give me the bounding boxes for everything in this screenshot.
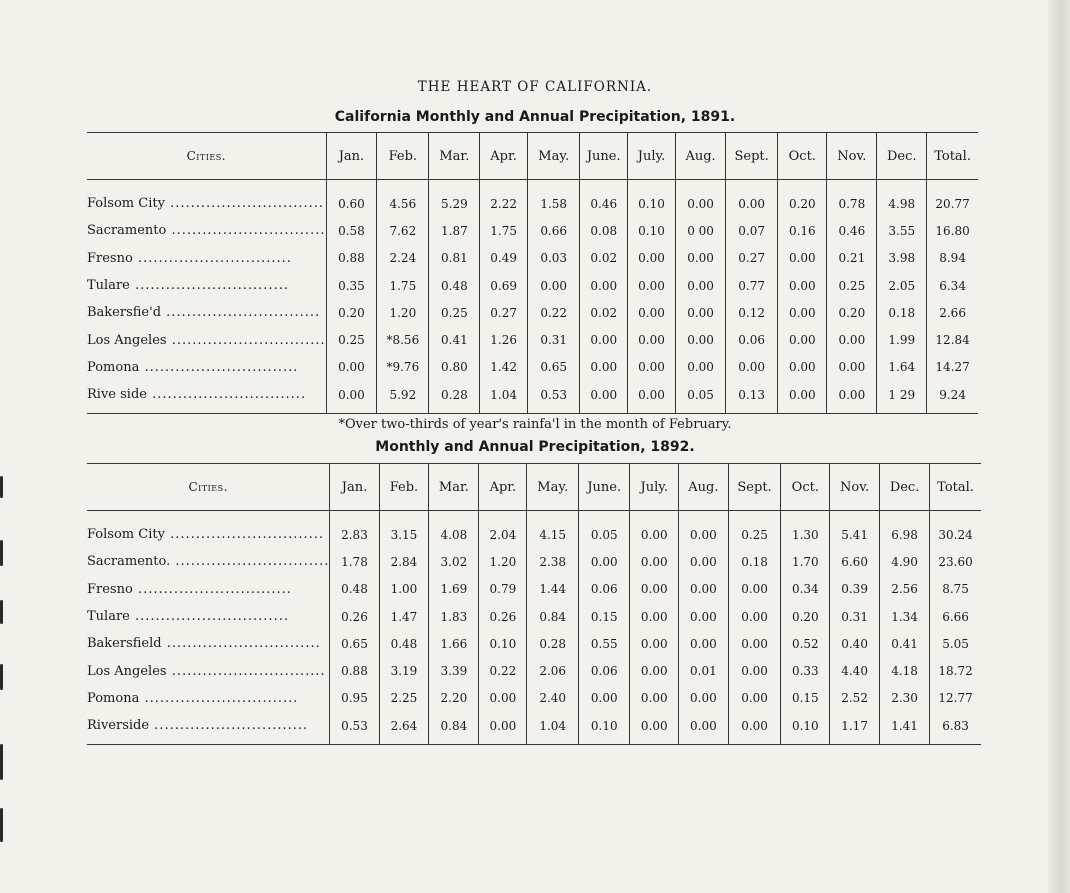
value-cell: 0.00 <box>728 576 781 603</box>
city-name: Tulare ..... <box>87 278 289 293</box>
value-cell: 0.84 <box>527 603 579 630</box>
value-cell: 4.08 <box>429 511 479 549</box>
column-header: Dec. <box>877 133 927 180</box>
value-cell: 0.18 <box>728 548 781 575</box>
value-cell: 16.80 <box>927 217 978 244</box>
value-cell: 0.69 <box>480 272 528 299</box>
city-name: Folsom City ..... <box>87 527 324 542</box>
table-row <box>87 657 981 684</box>
value-cell: 0.00 <box>630 548 679 575</box>
value-cell: 0.81 <box>429 245 480 272</box>
value-cell: 2.56 <box>880 576 930 603</box>
value-cell: 1.75 <box>377 272 429 299</box>
value-cell: 2.20 <box>429 685 479 712</box>
value-cell: 0.00 <box>679 576 729 603</box>
column-header: Nov. <box>830 464 880 511</box>
city-name: Bakersfie'd ..... <box>87 305 320 320</box>
value-cell: 14.27 <box>927 354 978 381</box>
value-cell: 0.22 <box>479 657 527 684</box>
value-cell: 0.65 <box>330 630 379 657</box>
column-header: Jan. <box>330 464 379 511</box>
value-cell: 0.00 <box>728 630 781 657</box>
value-cell: 0.20 <box>326 299 377 326</box>
value-cell: 0.48 <box>330 576 379 603</box>
value-cell: 0.00 <box>630 576 679 603</box>
column-header: Oct. <box>778 133 827 180</box>
city-cell <box>87 381 326 414</box>
city-name: Sacramento ..... <box>87 223 325 238</box>
value-cell: 1.17 <box>830 712 880 745</box>
city-cell <box>87 180 326 218</box>
value-cell: 0.00 <box>675 326 725 353</box>
column-header: Total. <box>927 133 978 180</box>
value-cell: 18.72 <box>930 657 981 684</box>
value-cell: 2.22 <box>480 180 528 218</box>
city-cell <box>87 511 330 549</box>
table-row <box>87 217 978 244</box>
value-cell: 0.00 <box>630 685 679 712</box>
column-header: June. <box>579 464 630 511</box>
city-name: Pomona ..... <box>87 360 298 375</box>
value-cell: 2.66 <box>927 299 978 326</box>
value-cell: 0.53 <box>330 712 379 745</box>
value-cell: 0.20 <box>781 603 830 630</box>
value-cell: 0.00 <box>778 272 827 299</box>
precipitation-table-1892 <box>87 463 981 745</box>
table-row <box>87 576 981 603</box>
value-cell: 1.58 <box>527 180 579 218</box>
value-cell: 0.65 <box>527 354 579 381</box>
value-cell: 0.00 <box>630 712 679 745</box>
value-cell: 0.00 <box>628 381 676 414</box>
city-cell <box>87 217 326 244</box>
value-cell: 0.00 <box>479 685 527 712</box>
value-cell: 0.21 <box>827 245 877 272</box>
value-cell: 0.79 <box>479 576 527 603</box>
value-cell: 0.12 <box>726 299 778 326</box>
city-cell <box>87 657 330 684</box>
value-cell: 0.00 <box>728 603 781 630</box>
value-cell: 0.31 <box>830 603 880 630</box>
value-cell: 0.80 <box>429 354 480 381</box>
value-cell: 2.30 <box>880 685 930 712</box>
value-cell: 1.64 <box>877 354 927 381</box>
column-header: Sept. <box>726 133 778 180</box>
column-header: May. <box>527 464 579 511</box>
value-cell: 0.00 <box>778 245 827 272</box>
value-cell: 8.94 <box>927 245 978 272</box>
value-cell: 1.47 <box>379 603 429 630</box>
value-cell: 1.20 <box>377 299 429 326</box>
value-cell: 1.04 <box>527 712 579 745</box>
city-cell <box>87 299 326 326</box>
column-header-cities: Cities. <box>87 133 326 180</box>
table-row <box>87 381 978 414</box>
value-cell: 0.22 <box>527 299 579 326</box>
value-cell: 0.00 <box>580 326 628 353</box>
value-cell: 1.44 <box>527 576 579 603</box>
table-row <box>87 180 978 218</box>
value-cell: 0.49 <box>480 245 528 272</box>
value-cell: 0.00 <box>728 685 781 712</box>
city-name: Fresno ..... <box>87 251 292 266</box>
table-row <box>87 685 981 712</box>
value-cell: 2.04 <box>479 511 527 549</box>
city-cell <box>87 630 330 657</box>
value-cell: 9.24 <box>927 381 978 414</box>
value-cell: 1.00 <box>379 576 429 603</box>
value-cell: 0.34 <box>781 576 830 603</box>
value-cell: 0.95 <box>330 685 379 712</box>
column-header: June. <box>580 133 628 180</box>
value-cell: 0.00 <box>679 603 729 630</box>
value-cell: 0.00 <box>675 354 725 381</box>
city-cell <box>87 712 330 745</box>
city-cell <box>87 354 326 381</box>
value-cell: *9.76 <box>377 354 429 381</box>
table-row <box>87 630 981 657</box>
value-cell: 1.87 <box>429 217 480 244</box>
value-cell: 0.27 <box>480 299 528 326</box>
page-title: THE HEART OF CALIFORNIA. <box>417 79 653 95</box>
city-cell <box>87 548 330 575</box>
footnote-1891: *Over two-thirds of year's rainfa'l in the month of February. <box>338 417 732 432</box>
value-cell: 0.00 <box>630 630 679 657</box>
value-cell: 1 29 <box>877 381 927 414</box>
value-cell: 0.28 <box>527 630 579 657</box>
value-cell: 0.58 <box>326 217 377 244</box>
value-cell: 0.00 <box>778 381 827 414</box>
value-cell: 0.26 <box>479 603 527 630</box>
value-cell: 4.18 <box>880 657 930 684</box>
value-cell: 0.10 <box>628 180 676 218</box>
value-cell: 0.25 <box>326 326 377 353</box>
value-cell: 0.00 <box>580 381 628 414</box>
value-cell: 0.10 <box>579 712 630 745</box>
value-cell: 6.66 <box>930 603 981 630</box>
value-cell: 2.40 <box>527 685 579 712</box>
city-cell <box>87 245 326 272</box>
value-cell: 0.84 <box>429 712 479 745</box>
column-header: Mar. <box>429 464 479 511</box>
value-cell: 5.41 <box>830 511 880 549</box>
value-cell: 0.10 <box>781 712 830 745</box>
city-cell <box>87 603 330 630</box>
value-cell: 0.16 <box>778 217 827 244</box>
value-cell: 0.46 <box>827 217 877 244</box>
value-cell: 12.77 <box>930 685 981 712</box>
city-cell <box>87 576 330 603</box>
city-cell <box>87 272 326 299</box>
value-cell: 0.08 <box>580 217 628 244</box>
value-cell: 4.15 <box>527 511 579 549</box>
value-cell: 0.00 <box>579 685 630 712</box>
value-cell: 0.20 <box>827 299 877 326</box>
value-cell: 20.77 <box>927 180 978 218</box>
value-cell: 0.35 <box>326 272 377 299</box>
value-cell: 1.70 <box>781 548 830 575</box>
value-cell: 0.00 <box>778 326 827 353</box>
value-cell: 0.20 <box>778 180 827 218</box>
column-header: July. <box>630 464 679 511</box>
value-cell: 0.05 <box>675 381 725 414</box>
value-cell: 0.00 <box>675 180 725 218</box>
value-cell: 1.41 <box>880 712 930 745</box>
table-row <box>87 603 981 630</box>
value-cell: 0.00 <box>827 354 877 381</box>
value-cell: 3.02 <box>429 548 479 575</box>
value-cell: 3.39 <box>429 657 479 684</box>
city-name: Los Angeles ..... <box>87 664 326 679</box>
value-cell: 5.92 <box>377 381 429 414</box>
value-cell: 1.26 <box>480 326 528 353</box>
value-cell: 0.03 <box>527 245 579 272</box>
table-row <box>87 272 978 299</box>
column-header-cities: Cities. <box>87 464 330 511</box>
city-cell <box>87 685 330 712</box>
value-cell: 0.25 <box>827 272 877 299</box>
value-cell: 3.19 <box>379 657 429 684</box>
column-header: Feb. <box>379 464 429 511</box>
value-cell: 0.00 <box>580 354 628 381</box>
value-cell: 0.25 <box>728 511 781 549</box>
value-cell: 0.00 <box>630 657 679 684</box>
column-header: Oct. <box>781 464 830 511</box>
value-cell: 6.34 <box>927 272 978 299</box>
value-cell: 0.00 <box>728 657 781 684</box>
value-cell: 0.18 <box>877 299 927 326</box>
city-name: Riverside ..... <box>87 718 308 733</box>
column-header: Nov. <box>827 133 877 180</box>
value-cell: 1.30 <box>781 511 830 549</box>
value-cell: 0.28 <box>429 381 480 414</box>
value-cell: 0.06 <box>726 326 778 353</box>
value-cell: 0.52 <box>781 630 830 657</box>
value-cell: 1.20 <box>479 548 527 575</box>
value-cell: 0.88 <box>326 245 377 272</box>
value-cell: 4.90 <box>880 548 930 575</box>
table-row <box>87 299 978 326</box>
value-cell: 0.26 <box>330 603 379 630</box>
value-cell: 0.10 <box>628 217 676 244</box>
city-name: Bakersfield ..... <box>87 636 321 651</box>
value-cell: 0.00 <box>827 381 877 414</box>
value-cell: 0.41 <box>880 630 930 657</box>
city-cell <box>87 326 326 353</box>
value-cell: 0.00 <box>579 548 630 575</box>
table-row <box>87 548 981 575</box>
value-cell: 0.00 <box>326 354 377 381</box>
value-cell: *8.56 <box>377 326 429 353</box>
value-cell: 1.66 <box>429 630 479 657</box>
column-header: Mar. <box>429 133 480 180</box>
precipitation-table-1891 <box>87 132 978 414</box>
value-cell: 0.40 <box>830 630 880 657</box>
value-cell: 0.00 <box>527 272 579 299</box>
table-1891-title: California Monthly and Annual Precipitation, 1891. <box>334 109 736 125</box>
value-cell: 1.83 <box>429 603 479 630</box>
value-cell: 0.15 <box>781 685 830 712</box>
column-header: Aug. <box>675 133 725 180</box>
value-cell: 30.24 <box>930 511 981 549</box>
value-cell: 23.60 <box>930 548 981 575</box>
value-cell: 2.83 <box>330 511 379 549</box>
value-cell: 12.84 <box>927 326 978 353</box>
value-cell: 0.25 <box>429 299 480 326</box>
value-cell: 7.62 <box>377 217 429 244</box>
column-header: July. <box>628 133 676 180</box>
city-name: Sacramento. ..... <box>87 554 329 569</box>
value-cell: 0.00 <box>580 272 628 299</box>
city-name: Tulare ..... <box>87 609 289 624</box>
value-cell: 1.75 <box>480 217 528 244</box>
value-cell: 2.06 <box>527 657 579 684</box>
column-header: Total. <box>930 464 981 511</box>
city-name: Los Angeles ..... <box>87 333 326 348</box>
city-name: Rive side ..... <box>87 387 306 402</box>
table-row <box>87 712 981 745</box>
value-cell: 0.00 <box>628 354 676 381</box>
value-cell: 1.78 <box>330 548 379 575</box>
value-cell: 0.06 <box>579 657 630 684</box>
value-cell: 3.98 <box>877 245 927 272</box>
value-cell: 0.00 <box>679 712 729 745</box>
value-cell: 0.39 <box>830 576 880 603</box>
table-row <box>87 354 978 381</box>
value-cell: 0.02 <box>580 299 628 326</box>
value-cell: 0.00 <box>679 630 729 657</box>
column-header: Aug. <box>679 464 729 511</box>
value-cell: 0.00 <box>679 685 729 712</box>
value-cell: 0.00 <box>778 354 827 381</box>
value-cell: 0.00 <box>630 511 679 549</box>
value-cell: 0.00 <box>679 511 729 549</box>
header-row <box>87 133 978 180</box>
value-cell: 0.55 <box>579 630 630 657</box>
value-cell: 4.98 <box>877 180 927 218</box>
value-cell: 5.29 <box>429 180 480 218</box>
value-cell: 3.55 <box>877 217 927 244</box>
value-cell: 6.98 <box>880 511 930 549</box>
value-cell: 0.41 <box>429 326 480 353</box>
value-cell: 5.05 <box>930 630 981 657</box>
value-cell: 0.07 <box>726 217 778 244</box>
value-cell: 2.05 <box>877 272 927 299</box>
value-cell: 0.00 <box>778 299 827 326</box>
column-header: Jan. <box>326 133 377 180</box>
value-cell: 0.00 <box>628 272 676 299</box>
value-cell: 0.48 <box>429 272 480 299</box>
value-cell: 0.00 <box>326 381 377 414</box>
value-cell: 6.83 <box>930 712 981 745</box>
value-cell: 0.00 <box>675 272 725 299</box>
value-cell: 0.27 <box>726 245 778 272</box>
value-cell: 0.06 <box>579 576 630 603</box>
value-cell: 2.38 <box>527 548 579 575</box>
value-cell: 0.46 <box>580 180 628 218</box>
value-cell: 1.99 <box>877 326 927 353</box>
value-cell: 2.64 <box>379 712 429 745</box>
value-cell: 4.40 <box>830 657 880 684</box>
value-cell: 0.48 <box>379 630 429 657</box>
value-cell: 0.66 <box>527 217 579 244</box>
value-cell: 0.00 <box>675 245 725 272</box>
value-cell: 0.00 <box>628 299 676 326</box>
value-cell: 2.24 <box>377 245 429 272</box>
value-cell: 0.15 <box>579 603 630 630</box>
value-cell: 0.00 <box>675 299 725 326</box>
value-cell: 0.00 <box>628 326 676 353</box>
value-cell: 0.13 <box>726 381 778 414</box>
value-cell: 0.00 <box>630 603 679 630</box>
value-cell: 0.00 <box>728 712 781 745</box>
value-cell: 0.00 <box>726 354 778 381</box>
value-cell: 1.69 <box>429 576 479 603</box>
table-row <box>87 511 981 549</box>
value-cell: 0.01 <box>679 657 729 684</box>
value-cell: 0.60 <box>326 180 377 218</box>
column-header: Feb. <box>377 133 429 180</box>
value-cell: 2.84 <box>379 548 429 575</box>
city-name: Pomona ..... <box>87 691 298 706</box>
column-header: Apr. <box>479 464 527 511</box>
value-cell: 1.34 <box>880 603 930 630</box>
column-header: May. <box>527 133 579 180</box>
value-cell: 3.15 <box>379 511 429 549</box>
value-cell: 1.04 <box>480 381 528 414</box>
value-cell: 0.31 <box>527 326 579 353</box>
value-cell: 0.00 <box>679 548 729 575</box>
table-row <box>87 326 978 353</box>
value-cell: 2.25 <box>379 685 429 712</box>
header-row <box>87 464 981 511</box>
value-cell: 0.53 <box>527 381 579 414</box>
value-cell: 1.42 <box>480 354 528 381</box>
value-cell: 0.88 <box>330 657 379 684</box>
value-cell: 4.56 <box>377 180 429 218</box>
column-header: Dec. <box>880 464 930 511</box>
value-cell: 6.60 <box>830 548 880 575</box>
value-cell: 0.77 <box>726 272 778 299</box>
value-cell: 0.05 <box>579 511 630 549</box>
value-cell: 2.52 <box>830 685 880 712</box>
value-cell: 8.75 <box>930 576 981 603</box>
value-cell: 0.00 <box>628 245 676 272</box>
column-header: Sept. <box>728 464 781 511</box>
value-cell: 0.00 <box>479 712 527 745</box>
table-row <box>87 245 978 272</box>
value-cell: 0.00 <box>726 180 778 218</box>
city-name: Fresno ..... <box>87 582 292 597</box>
value-cell: 0.00 <box>827 326 877 353</box>
value-cell: 0.78 <box>827 180 877 218</box>
value-cell: 0.02 <box>580 245 628 272</box>
city-name: Folsom City ..... <box>87 196 324 211</box>
value-cell: 0 00 <box>675 217 725 244</box>
table-1892-title: Monthly and Annual Precipitation, 1892. <box>375 439 695 455</box>
value-cell: 0.10 <box>479 630 527 657</box>
column-header: Apr. <box>480 133 528 180</box>
value-cell: 0.33 <box>781 657 830 684</box>
